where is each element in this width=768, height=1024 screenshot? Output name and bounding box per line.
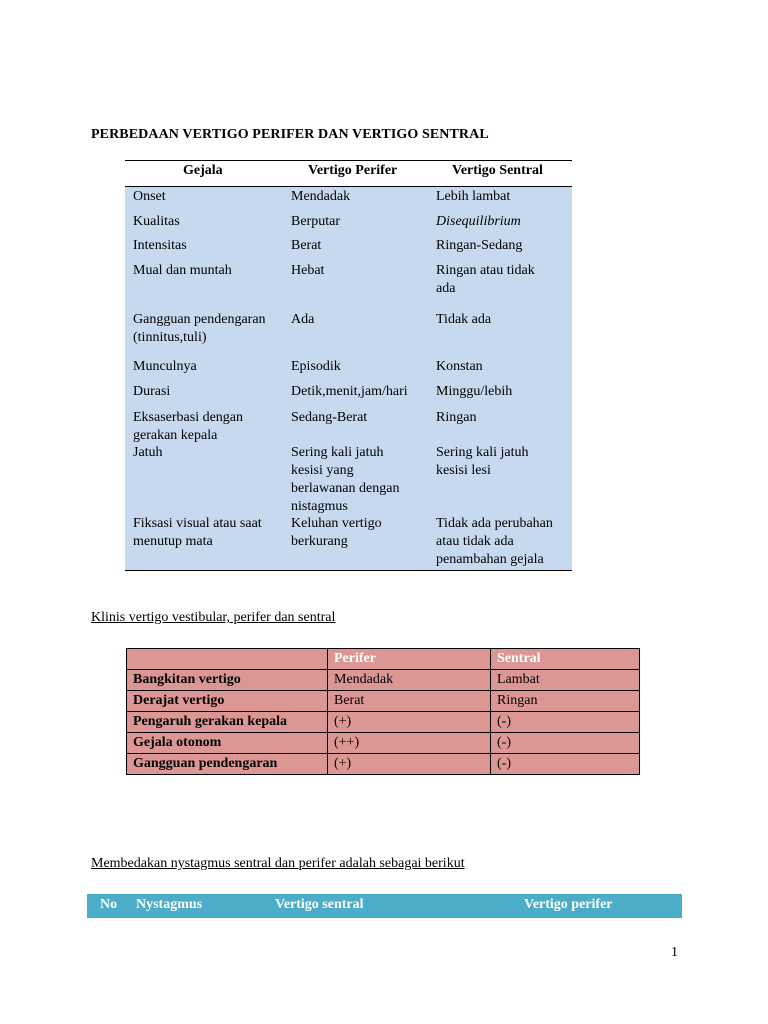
table-row (127, 691, 640, 712)
header-no: No (100, 897, 118, 912)
table-cell: (-) (491, 754, 640, 775)
table-cell: Ringan atau tidak ada (436, 263, 535, 296)
header-vertigo-perifer: Vertigo perifer (524, 897, 613, 912)
table-row (127, 754, 640, 775)
table-cell: Berat (328, 691, 491, 712)
comparison-table (125, 160, 572, 571)
document-title: PERBEDAAN VERTIGO PERIFER DAN VERTIGO SENTRAL (91, 127, 489, 142)
table-cell: Berat (291, 238, 322, 253)
header-nystagmus: Nystagmus (136, 897, 203, 912)
table-cell: Sering kali jatuh kesisi lesi (436, 445, 529, 478)
table-cell: Minggu/lebih (436, 384, 513, 399)
table-cell: Detik,menit,jam/hari (291, 384, 408, 399)
table-cell: Mendadak (328, 670, 491, 691)
table-cell: Disequilibrium (436, 214, 521, 229)
table-row (127, 712, 640, 733)
table-cell: (+) (328, 754, 491, 775)
table-cell: Gangguan pendengaran (tinnitus,tuli) (133, 312, 266, 345)
page-number: 1 (671, 945, 678, 960)
table-cell: Keluhan vertigo berkurang (291, 516, 382, 549)
table-cell: Bangkitan vertigo (127, 670, 328, 691)
table-cell: Gangguan pendengaran (127, 754, 328, 775)
table-cell: Lebih lambat (436, 189, 511, 204)
table-cell: Onset (133, 189, 166, 204)
table-header-row (127, 649, 640, 670)
table-cell: Ringan (491, 691, 640, 712)
header-vertigo-sentral: Vertigo Sentral (452, 163, 543, 178)
table-cell: Mendadak (291, 189, 351, 204)
table-cell: Mual dan muntah (133, 263, 232, 278)
table-cell: Hebat (291, 263, 325, 278)
header-vertigo-perifer: Vertigo Perifer (308, 163, 398, 178)
table-cell: (-) (491, 733, 640, 754)
table-cell: Durasi (133, 384, 171, 399)
table-cell: Munculnya (133, 359, 197, 374)
section-heading-nystagmus: Membedakan nystagmus sentral dan perifer adalah sebagai berikut (91, 856, 465, 871)
table-header-cell: Sentral (491, 649, 640, 670)
table-cell: Tidak ada (436, 312, 492, 327)
table-cell: Sedang-Berat (291, 410, 368, 425)
table-cell: Berputar (291, 214, 340, 229)
table-cell: Gejala otonom (127, 733, 328, 754)
table-cell: Kualitas (133, 214, 180, 229)
table-cell: Tidak ada perubahan atau tidak ada penambahan gejala (436, 516, 553, 567)
clinical-table (126, 648, 640, 775)
table-cell: Ada (291, 312, 315, 327)
table-cell: Eksaserbasi dengan gerakan kepala (133, 410, 244, 443)
table-row (127, 733, 640, 754)
table-cell: Pengaruh gerakan kepala (127, 712, 328, 733)
table-cell: Ringan-Sedang (436, 238, 523, 253)
header-vertigo-sentral: Vertigo sentral (275, 897, 364, 912)
table-body (125, 187, 572, 571)
table-header-cell (127, 649, 328, 670)
section-heading-klinis: Klinis vertigo vestibular, perifer dan sentral (91, 610, 336, 625)
table-cell: (+) (328, 712, 491, 733)
table-cell: Ringan (436, 410, 477, 425)
header-gejala: Gejala (183, 163, 223, 178)
table-cell: Lambat (491, 670, 640, 691)
table-cell: Episodik (291, 359, 341, 374)
table-header (125, 160, 572, 187)
table-header-cell: Perifer (328, 649, 491, 670)
table-cell: (-) (491, 712, 640, 733)
table-cell: Sering kali jatuh kesisi yang berlawanan dengan nistagmus (291, 445, 400, 514)
table-cell: Intensitas (133, 238, 187, 253)
table-row (127, 670, 640, 691)
table-cell: Konstan (436, 359, 483, 374)
table-cell: Fiksasi visual atau saat menutup mata (133, 516, 262, 549)
table-cell: Derajat vertigo (127, 691, 328, 712)
table-cell: Jatuh (133, 445, 163, 460)
table-cell: (++) (328, 733, 491, 754)
nystagmus-table-header (87, 894, 682, 918)
